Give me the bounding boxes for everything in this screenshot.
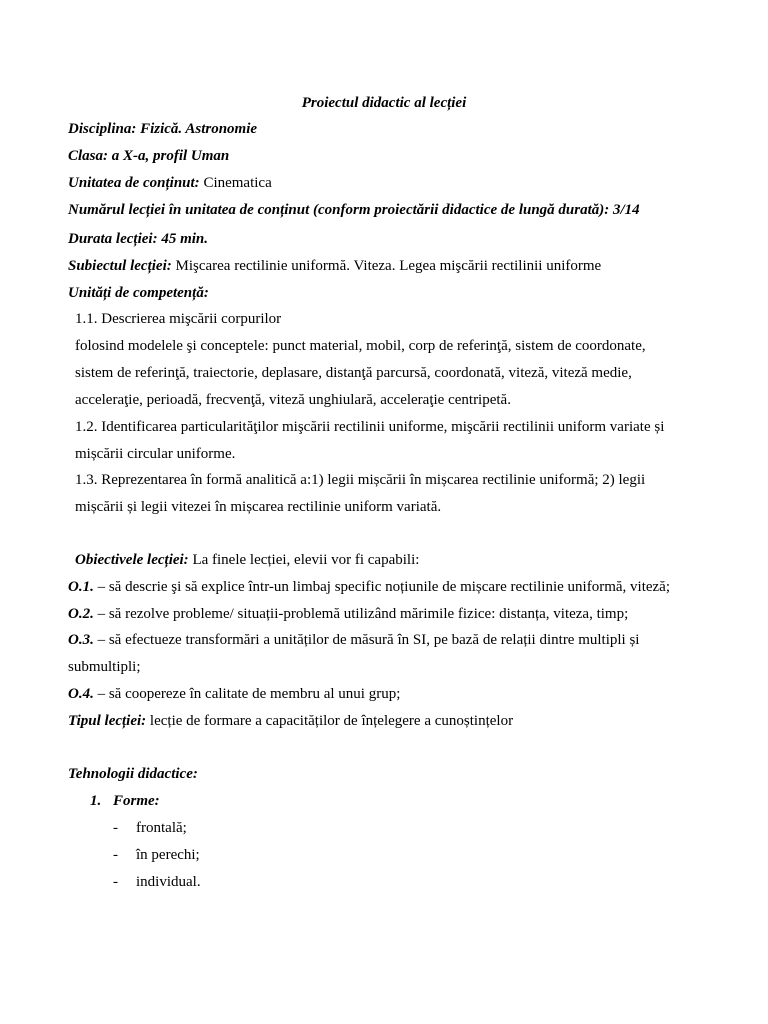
- tipul-line: [68, 711, 513, 731]
- numarul-line: Numărul lecției în unitatea de conținut (conform proiectării didactice de lungă durată): 3/14: [68, 202, 640, 218]
- o3-label: O.3.: [68, 632, 94, 648]
- objective-o4: [68, 684, 400, 704]
- forme-item: în perechi;: [136, 847, 200, 863]
- competenta-line: mișcării circular uniforme.: [75, 446, 236, 462]
- objective-o3: [68, 630, 639, 650]
- tipul-label: Tipul lecției:: [68, 713, 147, 729]
- dash-bullet: -: [113, 874, 118, 890]
- obiective-label: Obiectivele lecției:: [75, 552, 189, 568]
- durata-line: [68, 229, 208, 249]
- competenta-line: sistem de referinţă, traiectorie, deplasare, distanţă parcursă, coordonată, viteză, viteză medie,: [75, 365, 632, 381]
- unitatea-line: [68, 173, 272, 193]
- competenta-line: 1.1. Descrierea mişcării corpurilor: [75, 311, 282, 327]
- competenta-line: 1.2. Identificarea particularităţilor mişcării rectilinii uniforme, mişcării rectilinii uniform variate și: [75, 419, 665, 435]
- disciplina-line: Disciplina: Fizică. Astronomie: [68, 121, 258, 137]
- unitatea-label: Unitatea de conținut:: [68, 175, 200, 191]
- o3-value: – să efectueze transformări a unităților de măsură în SI, pe bază de relații dintre multipli și: [93, 632, 640, 648]
- competenta-line: 1.3. Reprezentarea în formă analitică a:1) legii mișcării în mișcarea rectilinie uniformă; 2) legii: [75, 472, 646, 488]
- objective-o3-continued: submultipli;: [68, 659, 141, 675]
- o4-label: O.4.: [68, 686, 94, 702]
- dash-bullet: -: [113, 820, 118, 836]
- unitatea-value: Cinematica: [199, 175, 272, 191]
- competenta-line: mișcării și legii vitezei în mișcarea rectilinie uniform variată.: [75, 499, 442, 515]
- competenta-line: folosind modelele şi conceptele: punct material, mobil, corp de referinţă, sistem de coordonate,: [75, 338, 646, 354]
- doc-title: Proiectul didactic al lecției: [301, 95, 467, 111]
- unitati-heading: Unități de competență:: [68, 285, 209, 301]
- clasa-line: Clasa: a X-a, profil Uman: [68, 148, 230, 164]
- forme-number: 1.: [90, 793, 102, 809]
- subiectul-value: Mişcarea rectilinie uniformă. Viteza. Legea mişcării rectilinii uniforme: [171, 258, 602, 274]
- dash-bullet: -: [113, 847, 118, 863]
- tehnologii-heading: Tehnologii didactice:: [68, 766, 198, 782]
- obiective-value: La finele lecției, elevii vor fi capabili:: [188, 552, 420, 568]
- forme-item: frontală;: [136, 820, 187, 836]
- subiectul-line: [68, 256, 601, 276]
- o2-label: O.2.: [68, 606, 94, 622]
- durata-value: : 45 min.: [152, 231, 209, 247]
- o2-value: – să rezolve probleme/ situații-problemă utilizând mărimile fizice: distanța, viteza, timp;: [93, 606, 629, 622]
- objective-o2: [68, 604, 628, 624]
- o4-value: – să coopereze în calitate de membru al unui grup;: [93, 686, 401, 702]
- forme-label: Forme:: [113, 793, 160, 809]
- o1-label: O.1.: [68, 579, 94, 595]
- forme-item: individual.: [136, 874, 201, 890]
- obiective-line: [75, 550, 419, 570]
- objective-o1: [68, 577, 670, 597]
- subiectul-label: Subiectul lecției:: [68, 258, 172, 274]
- tipul-value: lecție de formare a capacităților de înțelegere a cunoștințelor: [146, 713, 514, 729]
- competenta-line: acceleraţie, perioadă, frecvenţă, viteză unghiulară, acceleraţie centripetă.: [75, 392, 511, 408]
- durata-label: Durata lecției: [68, 231, 153, 247]
- o1-value: – să descrie şi să explice într-un limbaj specific noțiunile de mișcare rectilinie uniformă, viteză;: [93, 579, 671, 595]
